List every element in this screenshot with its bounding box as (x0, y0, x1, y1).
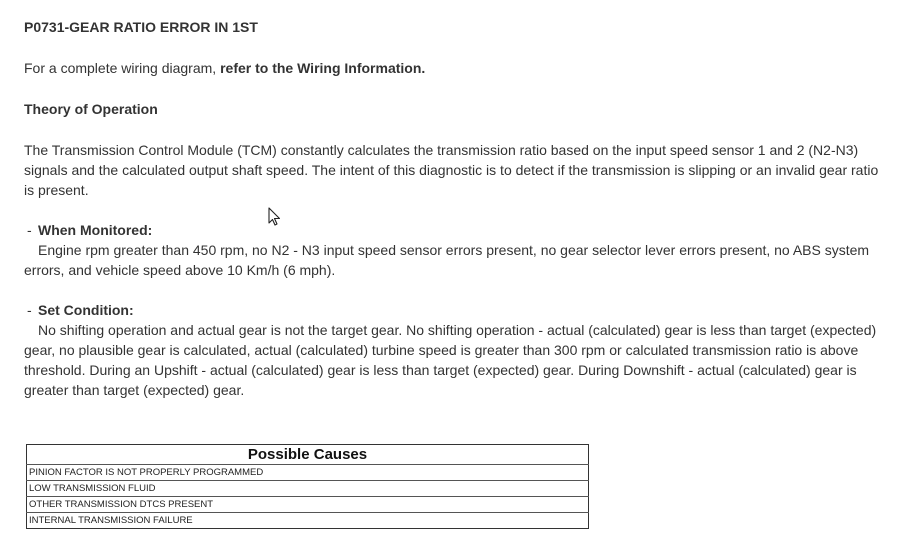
when-monitored-line-1 (24, 240, 906, 260)
theory-paragraph-line-1: The Transmission Control Module (TCM) constantly calculates the transmission ratio based on the input speed sensor 1 and 2 (N2-N3) (24, 142, 859, 158)
cause-cell: PINION FACTOR IS NOT PROPERLY PROGRAMMED (27, 465, 589, 481)
bullet-dash: - (27, 222, 32, 238)
page-title: P0731-GEAR RATIO ERROR IN 1ST (24, 19, 258, 35)
when-monitored-line-2: errors, and vehicle speed above 10 Km/h (6 mph). (24, 262, 336, 278)
set-condition-text-1: No shifting operation and actual gear is not the target gear. No shifting operation - actual (calculated) gear is less than target (expected) (38, 322, 877, 338)
table-row (27, 497, 589, 513)
theory-heading: Theory of Operation (24, 101, 158, 117)
set-condition-line-3: threshold. During an Upshift - actual (calculated) gear is less than target (expected) gear. During Downshift - actual (calculated) gear is (24, 362, 857, 378)
document-body (24, 17, 906, 400)
wiring-reference-text: For a complete wiring diagram, (24, 60, 221, 76)
cause-cell: OTHER TRANSMISSION DTCS PRESENT (27, 497, 589, 513)
wiring-reference (24, 58, 906, 78)
when-monitored-heading (24, 220, 906, 240)
set-condition-label: Set Condition: (38, 302, 134, 318)
when-monitored-text-1: Engine rpm greater than 450 rpm, no N2 - N3 input speed sensor errors present, no gear selector lever errors present, no ABS system (38, 242, 870, 258)
table-header-row (27, 445, 589, 465)
set-condition-heading (24, 300, 906, 320)
table-row (27, 513, 589, 529)
when-monitored-label: When Monitored: (38, 222, 153, 238)
bullet-dash: - (27, 302, 32, 318)
theory-paragraph-line-2: signals and the calculated output shaft speed. The intent of this diagnostic is to detect if the transmission is slipping or an invalid gear ratio (24, 162, 879, 178)
mouse-pointer-icon (268, 207, 282, 227)
wiring-information-link[interactable]: refer to the Wiring Information. (220, 60, 426, 76)
possible-causes-table (26, 444, 589, 529)
theory-paragraph-line-3: is present. (24, 182, 89, 198)
cause-cell: LOW TRANSMISSION FLUID (27, 481, 589, 497)
possible-causes-header: Possible Causes (27, 445, 589, 465)
set-condition-line-2: gear, no plausible gear is calculated, actual (calculated) turbine speed is greater than 300 rpm or calculated transmission ratio is above (24, 342, 859, 358)
set-condition-line-1 (24, 320, 906, 340)
cause-cell: INTERNAL TRANSMISSION FAILURE (27, 513, 589, 529)
table-row (27, 465, 589, 481)
table-row (27, 481, 589, 497)
set-condition-line-4: greater than target (expected) gear. (24, 382, 245, 398)
